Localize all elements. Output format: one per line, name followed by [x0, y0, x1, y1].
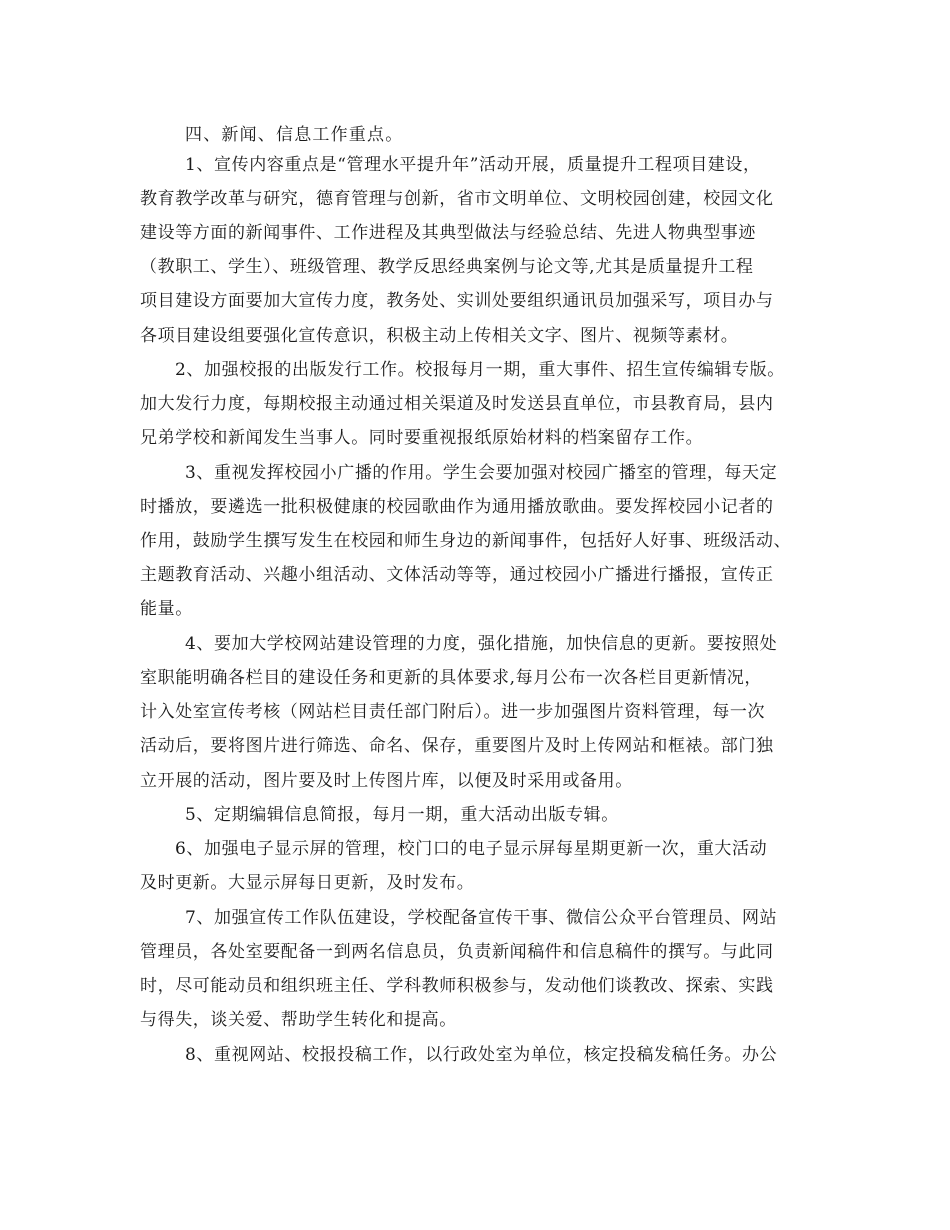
text-line: 立开展的活动，图片要及时上传图片库，以便及时采用或备用。 [140, 771, 633, 791]
text-line: 时播放，要遴选一批积极健康的校园歌曲作为通用播放歌曲。要发挥校园小记者的 [140, 497, 774, 517]
text-line: 加大发行力度，每期校报主动通过相关渠道及时发送县直单位，市县教育局，县内 [140, 394, 774, 414]
text-line: 主题教育活动、兴趣小组活动、文体活动等等，通过校园小广播进行播报，宣传正 [140, 565, 774, 585]
text-line: 室职能明确各栏目的建设任务和更新的具体要求,每月公布一次各栏目更新情况， [140, 668, 763, 688]
text-line: 6、加强电子显示屏的管理，校门口的电子显示屏每星期更新一次，重大活动 [175, 839, 768, 859]
text-line: 管理员，各处室要配备一到两名信息员，负责新闻稿件和信息稿件的撰写。与此同 [140, 942, 774, 962]
text-line: 建设等方面的新闻事件、工作进程及其典型做法与经验总结、先进人物典型事迹 [140, 223, 756, 243]
text-line: 5、定期编辑信息简报，每月一期，重大活动出版专辑。 [185, 805, 619, 825]
text-line: 时，尽可能动员和组织班主任、学科教师积极参与，发动他们谈教改、探索、实践 [140, 976, 774, 996]
text-line: 兄弟学校和新闻发生当事人。同时要重视报纸原始材料的档案留存工作。 [140, 428, 704, 448]
text-line: 各项目建设组要强化宣传意识，积极主动上传相关文字、图片、视频等素材。 [140, 326, 739, 346]
text-line: 7、加强宣传工作队伍建设，学校配备宣传干事、微信公众平台管理员、网站 [185, 908, 778, 928]
text-line: 3、重视发挥校园小广播的作用。学生会要加强对校园广播室的管理，每天定 [185, 463, 778, 483]
text-line: 4、要加大学校网站建设管理的力度，强化措施，加快信息的更新。要按照处 [185, 634, 778, 654]
text-line: 教育教学改革与研究，德育管理与创新，省市文明单位、文明校园创建，校园文化 [140, 189, 774, 209]
text-line: 活动后，要将图片进行筛选、命名、保存，重要图片及时上传网站和框裱。部门独 [140, 736, 774, 756]
text-line: （教职工、学生）、班级管理、教学反思经典案例与论文等,尤其是质量提升工程 [140, 257, 754, 277]
text-line: 及时更新。大显示屏每日更新，及时发布。 [140, 873, 475, 893]
section-heading: 四、新闻、信息工作重点。 [185, 125, 404, 145]
text-line: 1、宣传内容重点是“管理水平提升年”活动开展，质量提升工程项目建设， [185, 155, 761, 175]
text-line: 作用，鼓励学生撰写发生在校园和师生身边的新闻事件，包括好人好事、班级活动、 [140, 531, 792, 551]
text-line: 能量。 [140, 599, 193, 619]
text-line: 2、加强校报的出版发行工作。校报每月一期，重大事件、招生宣传编辑专版。 [175, 360, 785, 380]
text-line: 与得失，谈关爱、帮助学生转化和提高。 [140, 1010, 457, 1030]
text-line: 项目建设方面要加大宣传力度，教务处、实训处要组织通讯员加强采写，项目办与 [140, 291, 774, 311]
text-line: 8、重视网站、校报投稿工作，以行政处室为单位，核定投稿发稿任务。办公 [185, 1045, 778, 1065]
text-line: 计入处室宣传考核（网站栏目责任部门附后）。进一步加强图片资料管理，每一次 [140, 702, 766, 722]
